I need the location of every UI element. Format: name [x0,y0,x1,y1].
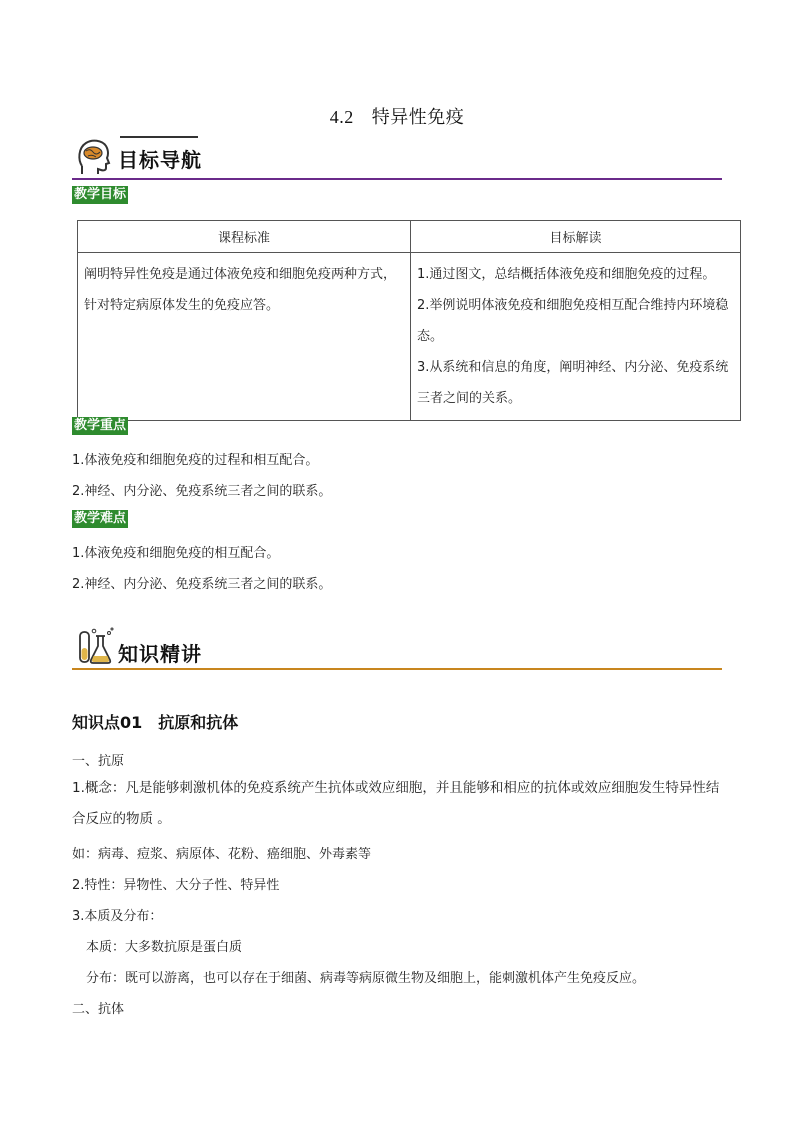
section-header-goals [72,136,722,180]
section-title-knowledge: 知识精讲 [118,642,202,666]
table-header-row [78,221,741,253]
antigen-nature: 本质：大多数抗原是蛋白质 [86,940,243,955]
header-bottom-rule [72,178,722,180]
head-brain-icon [74,136,114,176]
interpretation-item: 3.从系统和信息的角度，阐明神经、内分泌、免疫系统三者之间的关系。 [417,360,729,406]
antigen-examples: 如：病毒、痘浆、病原体、花粉、癌细胞、外毒素等 [72,847,372,862]
title-text: 特异性免疫 [371,107,465,128]
interpretation-cell [411,253,741,421]
section-header-knowledge [72,626,722,670]
table-header-standard: 课程标准 [78,221,411,253]
standards-table [77,220,741,421]
section-title-goals: 目标导航 [118,148,202,172]
standard-cell [78,253,411,421]
title-number: 4.2 [329,107,354,127]
antibody-heading: 二、抗体 [72,1002,125,1017]
standard-text: 阐明特异性免疫是通过体液免疫和细胞免疫两种方式，针对特定病原体发生的免疫应答。 [84,267,397,313]
nature-heading: 3.本质及分布： [72,909,163,924]
page-title [0,103,794,129]
antigen-distribution: 分布：既可以游离，也可以存在于细菌、病毒等病原微生物及细胞上，能刺激机体产生免疫反应。 [86,971,646,986]
antigen-properties: 2.特性：异物性、大分子性、特异性 [72,878,280,893]
tag-teaching-goals: 教学目标 [74,187,127,202]
knowledge-point-name: 抗原和抗体 [158,713,239,732]
key-point-item: 1.体液免疫和细胞免疫的过程和相互配合。 [72,453,319,468]
header-bottom-rule [72,668,722,670]
table-row [78,253,741,421]
header-top-rule [120,136,198,138]
key-point-item: 2.神经、内分泌、免疫系统三者之间的联系。 [72,484,332,499]
difficulty-item: 1.体液免疫和细胞免疫的相互配合。 [72,546,280,561]
knowledge-point-title [72,710,238,733]
lab-flask-icon [74,626,114,666]
difficulty-item: 2.神经、内分泌、免疫系统三者之间的联系。 [72,577,332,592]
knowledge-point-code: 知识点01 [72,713,143,732]
table-header-interpretation: 目标解读 [411,221,741,253]
interpretation-item: 1.通过图文，总结概括体液免疫和细胞免疫的过程。 [417,267,716,282]
interpretation-item: 2.举例说明体液免疫和细胞免疫相互配合维持内环境稳态。 [417,298,729,344]
antigen-concept: 1.概念：凡是能够刺激机体的免疫系统产生抗体或效应细胞，并且能够和相应的抗体或效应细胞发生特异性结合反应的物质 。 [72,780,720,827]
antigen-heading: 一、抗原 [72,754,125,769]
tag-difficulties: 教学难点 [74,511,127,526]
tag-key-points: 教学重点 [74,418,127,433]
